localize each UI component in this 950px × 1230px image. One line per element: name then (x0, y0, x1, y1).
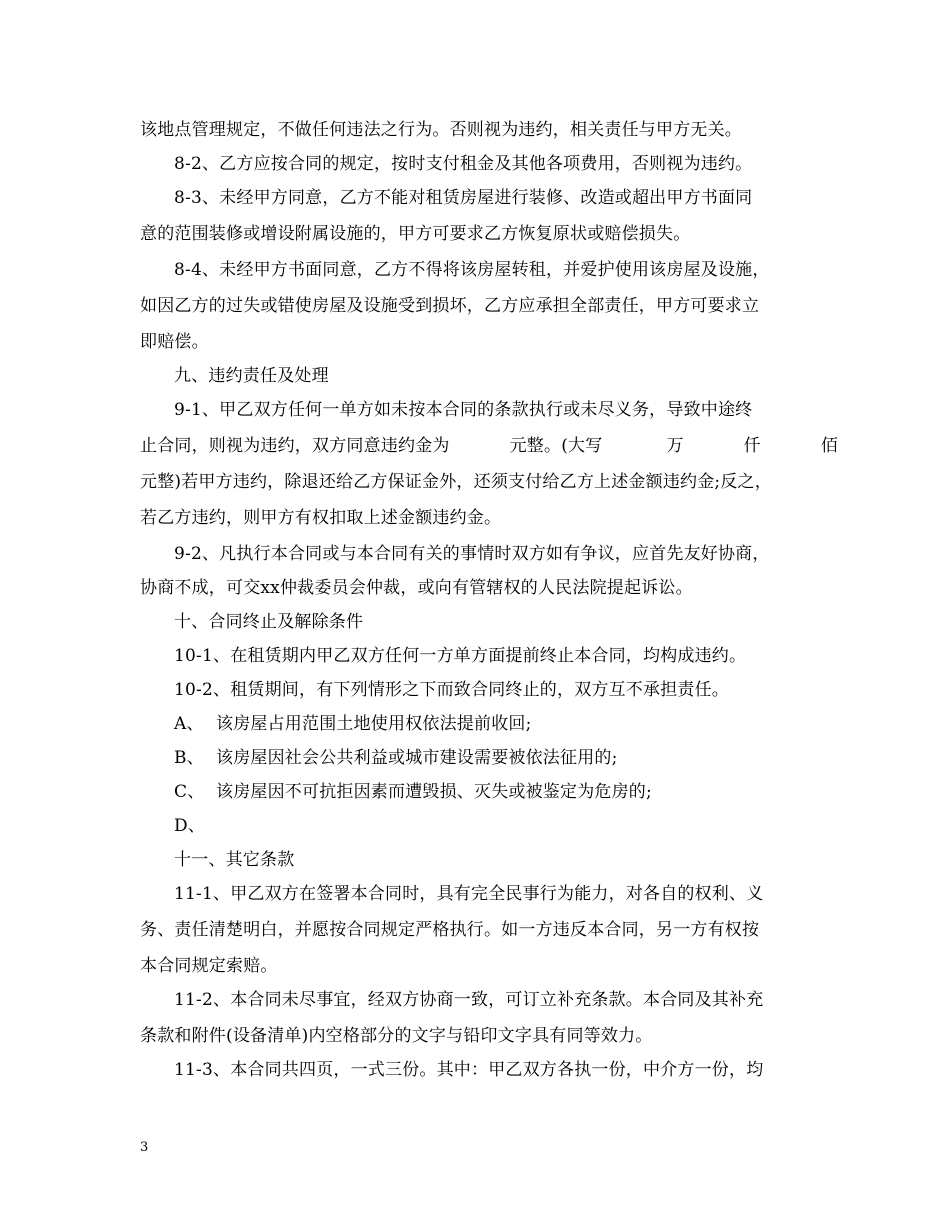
paragraph-line: 如因乙方的过失或错使房屋及设施受到损坏，乙方应承担全部责任，甲方可要求立 (140, 296, 760, 316)
clause-9-2: 9-2、凡执行本合同或与本合同有关的事情时双方如有争议，应首先友好协商， (174, 544, 770, 564)
amount-text-2: 元整。(大写 (509, 436, 603, 456)
list-letter: C、 (174, 782, 205, 802)
paragraph-line: 意的范围装修或增设附属设施的，甲方可要求乙方恢复原状或赔偿损失。 (140, 224, 691, 244)
paragraph-line: 元整)若甲方违约，除退还给乙方保证金外，还须支付给乙方上述金额违约金;反之， (140, 472, 772, 492)
list-item-c (174, 782, 854, 802)
list-text: 该房屋因不可抗拒因素而遭毁损、灭失或被鉴定为危房的; (216, 782, 652, 802)
list-text: 该房屋占用范围土地使用权依法提前收回; (216, 714, 532, 734)
paragraph-line: 该地点管理规定，不做任何违法之行为。否则视为违约，相关责任与甲方无关。 (140, 120, 742, 140)
clause-11-1: 11-1、甲乙双方在签署本合同时，具有完全民事行为能力，对各自的权利、义 (174, 884, 764, 904)
list-item-a (174, 714, 854, 734)
clause-10-1: 10-1、在租赁期内甲乙双方任何一方单方面提前终止本合同，均构成违约。 (174, 646, 747, 666)
page-number: 3 (140, 1140, 149, 1155)
amount-text: 止合同，则视为违约，双方同意违约金为 (140, 436, 450, 456)
list-letter: A、 (174, 714, 204, 734)
unit-bai: 佰 (820, 436, 839, 456)
clause-9-1-amount-line (140, 436, 839, 456)
list-item-d (174, 816, 854, 836)
unit-wan: 万 (666, 436, 684, 456)
paragraph-line: 协商不成，可交xx仲裁委员会仲裁，或向有管辖权的人民法院提起诉讼。 (140, 578, 693, 598)
clause-8-2: 8-2、乙方应按合同的规定，按时支付租金及其他各项费用，否则视为违约。 (174, 154, 753, 174)
paragraph-line: 务、责任清楚明白，并愿按合同规定严格执行。如一方违反本合同，另一方有权按 (140, 920, 760, 940)
paragraph-line: 本合同规定索赔。 (140, 956, 278, 976)
clause-11-3: 11-3、本合同共四页，一式三份。其中：甲乙双方各执一份，中介方一份，均 (174, 1060, 764, 1080)
section-heading-10: 十、合同终止及解除条件 (174, 612, 364, 632)
clause-11-2: 11-2、本合同未尽事宜，经双方协商一致，可订立补充条款。本合同及其补充 (174, 990, 764, 1010)
paragraph-line: 条款和附件(设备清单)内空格部分的文字与铅印文字具有同等效力。 (140, 1026, 653, 1046)
paragraph-line: 即赔偿。 (140, 332, 209, 352)
section-heading-9: 九、违约责任及处理 (174, 366, 329, 386)
clause-8-3: 8-3、未经甲方同意，乙方不能对租赁房屋进行装修、改造或超出甲方书面同 (174, 188, 753, 208)
list-text: 该房屋因社会公共利益或城市建设需要被依法征用的; (216, 748, 618, 768)
paragraph-line: 若乙方违约，则甲方有权扣取上述金额违约金。 (140, 508, 502, 528)
list-letter: D、 (174, 816, 206, 836)
clause-8-4: 8-4、未经甲方书面同意，乙方不得将该房屋转租，并爱护使用该房屋及设施， (174, 260, 770, 280)
clause-9-1: 9-1、甲乙双方任何一单方如未按本合同的条款执行或未尽义务，导致中途终 (174, 400, 753, 420)
clause-10-2: 10-2、租赁期间，有下列情形之下而致合同终止的，双方互不承担责任。 (174, 680, 729, 700)
unit-qian: 仟 (743, 436, 761, 456)
list-item-b (174, 748, 854, 768)
list-letter: B、 (174, 748, 204, 768)
section-heading-11: 十一、其它条款 (174, 850, 295, 870)
